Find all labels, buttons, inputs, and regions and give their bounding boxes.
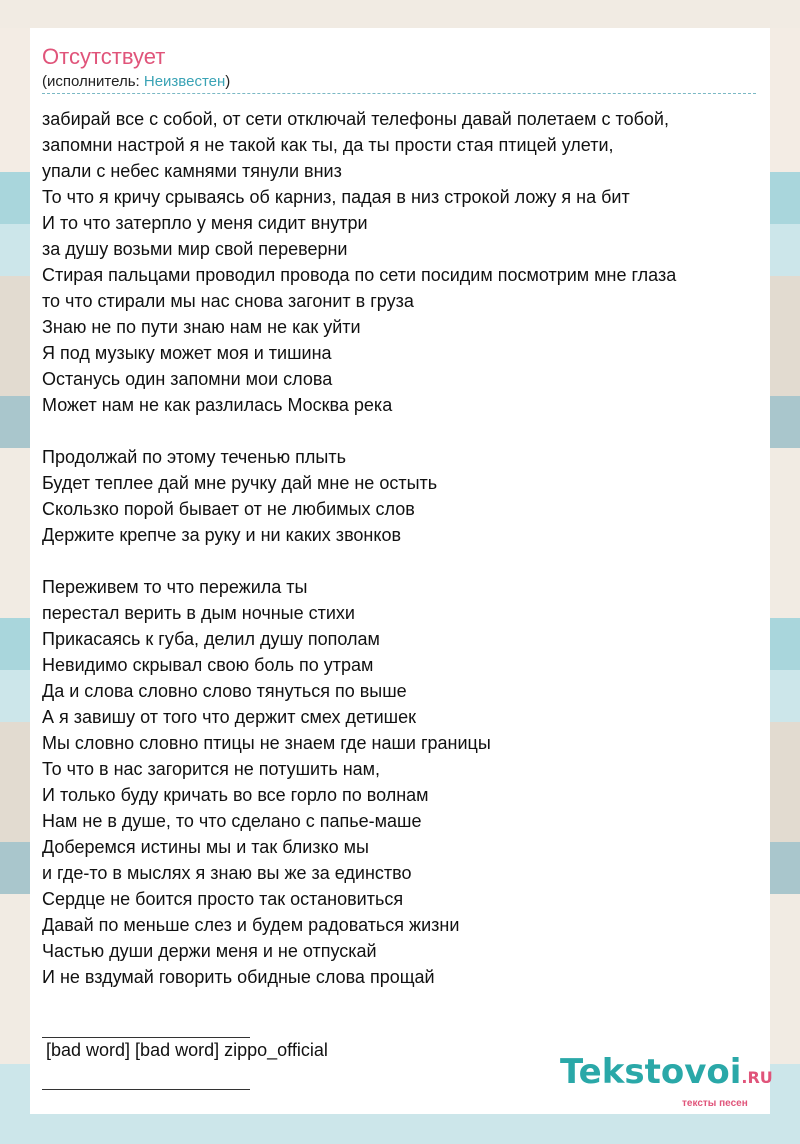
lyric-line: И то что затерпло у меня сидит внутри — [42, 213, 368, 233]
artist-line — [42, 73, 230, 90]
artist-link[interactable]: Неизвестен — [143, 73, 226, 90]
credits-text: [bad word] [bad word] zippo_official — [46, 1040, 328, 1060]
logo-tagline: тексты песен — [682, 1098, 748, 1109]
artist-prefix: (исполнитель: — [42, 73, 144, 90]
lyric-line: Прикасаясь к губа, делил душу пополам — [42, 629, 380, 649]
lyric-line: перестал верить в дым ночные стихи — [42, 603, 355, 623]
lyric-line: Нам не в душе, то что сделано с папье-маше — [42, 811, 422, 831]
lyric-line: И только буду кричать во все горло по волнам — [42, 785, 429, 805]
lyric-line: и где-то в мыслях я знаю вы же за единство — [42, 863, 412, 883]
lyric-line: Стирая пальцами проводил провода по сети посидим посмотрим мне глаза — [42, 265, 677, 285]
lyric-line: Знаю не по пути знаю нам не как уйти — [42, 317, 361, 337]
lyric-line: забирай все с собой, от сети отключай телефоны давай полетаем с тобой, — [42, 109, 669, 129]
logo-wordmark — [560, 1052, 773, 1092]
bg-stripe — [0, 0, 800, 28]
lyric-line: за душу возьми мир свой переверни — [42, 239, 348, 259]
lyric-line: Останусь один запомни мои слова — [42, 369, 333, 389]
lyric-line: Сердце не боится просто так остановиться — [42, 889, 404, 909]
lyric-line: То что я кричу срываясь об карниз, падая в низ строкой ложу я на бит — [42, 187, 630, 207]
lyric-line: Давай по меньше слез и будем радоваться жизни — [42, 915, 460, 935]
lyric-line: Продолжай по этому теченью плыть — [42, 447, 346, 467]
lyrics-body — [42, 106, 762, 990]
lyric-line: Скользко порой бывает от не любимых слов — [42, 499, 415, 519]
lyric-line: Держите крепче за руку и ни каких звонков — [42, 525, 402, 545]
lyric-line: упали с небес камнями тянули вниз — [42, 161, 342, 181]
lyric-line: запомни настрой я не такой как ты, да ты прости стая птицей улети, — [42, 135, 614, 155]
lyric-line: Невидимо скрывал свою боль по утрам — [42, 655, 374, 675]
credits-rule-bottom — [42, 1089, 250, 1090]
song-title: Отсутствует — [42, 44, 166, 69]
lyric-line: Я под музыку может моя и тишина — [42, 343, 332, 363]
lyric-line: И не вздумай говорить обидные слова прощай — [42, 967, 435, 987]
title-divider — [42, 93, 756, 94]
lyric-line: Будет теплее дай мне ручку дай мне не остыть — [42, 473, 438, 493]
lyric-line: То что в нас загорится не потушить нам, — [42, 759, 381, 779]
logo-tld: .RU — [741, 1068, 773, 1087]
logo-name: Tekstovoi — [560, 1052, 742, 1092]
lyric-line: Мы словно словно птицы не знаем где наши границы — [42, 733, 491, 753]
lyric-line: Доберемся истины мы и так близко мы — [42, 837, 369, 857]
lyric-line: то что стирали мы нас снова загонит в груза — [42, 291, 414, 311]
lyric-line: Да и слова словно слово тянуться по выше — [42, 681, 407, 701]
lyric-line: Может нам не как разлилась Москва река — [42, 395, 393, 415]
lyric-line: Переживем то что пережила ты — [42, 577, 308, 597]
lyrics-card — [30, 28, 773, 1114]
stanza-gap — [42, 418, 762, 444]
stanza-gap — [42, 548, 762, 574]
lyric-line: А я завишу от того что держит смех детишек — [42, 707, 417, 727]
artist-suffix: ) — [225, 73, 231, 90]
site-logo[interactable] — [550, 1052, 773, 1114]
lyric-line: Частью души держи меня и не отпускай — [42, 941, 377, 961]
credits-rule-top — [42, 1037, 250, 1038]
